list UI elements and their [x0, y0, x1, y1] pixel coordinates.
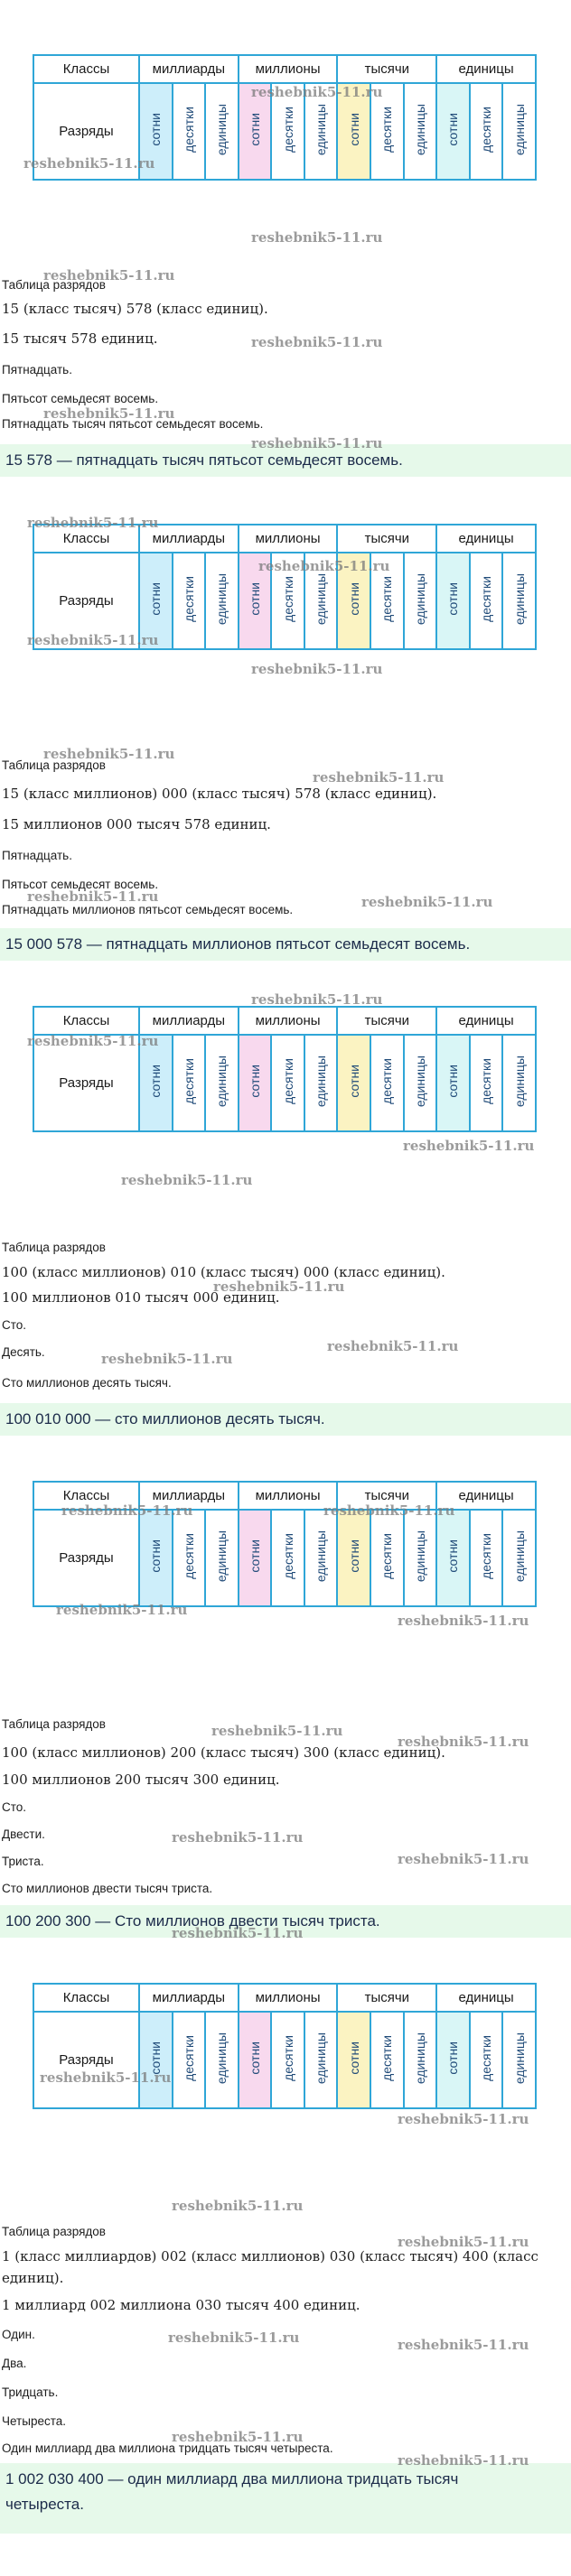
- rank-units: единицы: [511, 103, 527, 156]
- watermark: reshebnik5-11.ru: [398, 2234, 529, 2250]
- rank-units: единицы: [511, 1530, 527, 1583]
- rank-tens: десятки: [479, 576, 494, 622]
- rank-hundreds: сотни: [248, 113, 263, 146]
- watermark: reshebnik5-11.ru: [27, 888, 159, 905]
- text-line: 100 миллионов 010 тысяч 000 единиц.: [2, 1289, 280, 1306]
- watermark: reshebnik5-11.ru: [398, 1851, 529, 1867]
- rank-hundreds: сотни: [346, 113, 361, 146]
- class-millions: миллионы: [239, 55, 338, 83]
- text-line: Таблица разрядов: [2, 758, 106, 772]
- class-thousands: тысячи: [337, 525, 436, 553]
- text-line: Пятьсот семьдесят восемь.: [2, 878, 159, 891]
- watermark: reshebnik5-11.ru: [361, 894, 493, 910]
- watermark: reshebnik5-11.ru: [27, 632, 159, 648]
- watermark: reshebnik5-11.ru: [43, 746, 175, 762]
- watermark: reshebnik5-11.ru: [398, 1734, 529, 1750]
- rank-units: единицы: [214, 1530, 229, 1583]
- text-line: 15 миллионов 000 тысяч 578 единиц.: [2, 816, 271, 832]
- rank-tens: десятки: [280, 107, 295, 153]
- text-line: Пятнадцать тысяч пятьсот семьдесят восемь.: [2, 417, 264, 431]
- watermark: reshebnik5-11.ru: [313, 769, 445, 786]
- rank-hundreds: сотни: [445, 2041, 461, 2075]
- text-line: Таблица разрядов: [2, 1241, 106, 1254]
- rank-hundreds: сотни: [248, 582, 263, 616]
- class-millions: миллионы: [239, 1984, 338, 2012]
- class-billions: миллиарды: [139, 1984, 239, 2012]
- ranks-label: Разряды: [33, 553, 139, 649]
- rank-hundreds: сотни: [346, 1065, 361, 1098]
- classes-label: Классы: [33, 525, 139, 553]
- text-line: 1 миллиард 002 миллиона 030 тысяч 400 единиц.: [2, 2297, 360, 2313]
- rank-hundreds: сотни: [148, 2041, 164, 2075]
- text-line: 100 миллионов 200 тысяч 300 единиц.: [2, 1772, 280, 1788]
- rank-tens: десятки: [280, 1533, 295, 1579]
- rank-tens: десятки: [479, 1533, 494, 1579]
- class-units: единицы: [436, 1482, 536, 1510]
- text-line: единиц).: [2, 2270, 64, 2286]
- classes-label: Классы: [33, 1007, 139, 1035]
- watermark: reshebnik5-11.ru: [251, 334, 383, 350]
- answer-line: четыреста.: [5, 2496, 84, 2513]
- class-billions: миллиарды: [139, 525, 239, 553]
- watermark: reshebnik5-11.ru: [327, 1338, 459, 1354]
- watermark: reshebnik5-11.ru: [101, 1351, 233, 1367]
- rank-units: единицы: [412, 1055, 427, 1108]
- place-value-table: [33, 524, 537, 650]
- rank-tens: десятки: [379, 2035, 395, 2081]
- rank-tens: десятки: [479, 2035, 494, 2081]
- watermark: reshebnik5-11.ru: [172, 1925, 304, 1941]
- text-line: Пятнадцать.: [2, 363, 72, 377]
- text-line: Сто.: [2, 1800, 27, 1814]
- rank-hundreds: сотни: [346, 582, 361, 616]
- rank-units: единицы: [314, 1055, 329, 1108]
- class-billions: миллиарды: [139, 1007, 239, 1035]
- text-line: Десять.: [2, 1345, 45, 1359]
- text-line: 15 (класс тысяч) 578 (класс единиц).: [2, 301, 268, 317]
- ranks-label: Разряды: [33, 1510, 139, 1606]
- rank-hundreds: сотни: [445, 113, 461, 146]
- answer-box: 15 000 578 — пятнадцать миллионов пятьсот семьдесят восемь.: [0, 928, 571, 961]
- watermark: reshebnik5-11.ru: [43, 405, 175, 422]
- text-line: Четыреста.: [2, 2414, 67, 2428]
- rank-units: единицы: [314, 103, 329, 156]
- watermark: reshebnik5-11.ru: [168, 2330, 300, 2346]
- rank-units: единицы: [412, 2032, 427, 2085]
- answer-box: [0, 2463, 571, 2534]
- text-line: Сто миллионов десять тысяч.: [2, 1376, 172, 1390]
- rank-units: единицы: [314, 1530, 329, 1583]
- text-line: 15 тысяч 578 единиц.: [2, 330, 158, 347]
- rank-hundreds: сотни: [148, 1539, 164, 1573]
- watermark: reshebnik5-11.ru: [121, 1172, 253, 1188]
- rank-tens: десятки: [479, 107, 494, 153]
- watermark: reshebnik5-11.ru: [398, 1613, 529, 1629]
- rank-units: единицы: [314, 572, 329, 626]
- rank-units: единицы: [412, 103, 427, 156]
- rank-hundreds: сотни: [445, 582, 461, 616]
- text-line: Два.: [2, 2357, 27, 2370]
- rank-units: единицы: [511, 2032, 527, 2085]
- text-line: 100 (класс миллионов) 200 (класс тысяч) 300 (класс единиц).: [2, 1744, 445, 1761]
- text-line: Таблица разрядов: [2, 2225, 106, 2238]
- text-line: Пятнадцать миллионов пятьсот семьдесят восемь.: [2, 903, 294, 916]
- rank-tens: десятки: [280, 576, 295, 622]
- rank-tens: десятки: [181, 576, 196, 622]
- text-line: Двести.: [2, 1827, 45, 1841]
- rank-units: единицы: [214, 103, 229, 156]
- rank-units: единицы: [412, 572, 427, 626]
- rank-hundreds: сотни: [148, 582, 164, 616]
- rank-units: единицы: [314, 2032, 329, 2085]
- class-thousands: тысячи: [337, 1482, 436, 1510]
- class-billions: миллиарды: [139, 55, 239, 83]
- classes-label: Классы: [33, 1984, 139, 2012]
- watermark: reshebnik5-11.ru: [23, 155, 155, 172]
- rank-hundreds: сотни: [248, 2041, 263, 2075]
- answer-box: 100 200 300 — Сто миллионов двести тысяч триста.: [0, 1905, 571, 1938]
- text-line: Триста.: [2, 1855, 44, 1868]
- watermark: reshebnik5-11.ru: [251, 661, 383, 677]
- class-thousands: тысячи: [337, 55, 436, 83]
- rank-units: единицы: [412, 1530, 427, 1583]
- class-thousands: тысячи: [337, 1984, 436, 2012]
- classes-label: Классы: [33, 1482, 139, 1510]
- watermark: reshebnik5-11.ru: [172, 2429, 304, 2445]
- watermark: reshebnik5-11.ru: [403, 1138, 535, 1154]
- watermark: reshebnik5-11.ru: [40, 2069, 172, 2086]
- place-value-table: [33, 1481, 537, 1607]
- rank-tens: десятки: [181, 107, 196, 153]
- text-line: Один.: [2, 2328, 35, 2341]
- rank-tens: десятки: [181, 2035, 196, 2081]
- rank-tens: десятки: [280, 2035, 295, 2081]
- rank-hundreds: сотни: [346, 1539, 361, 1573]
- watermark: reshebnik5-11.ru: [211, 1723, 343, 1739]
- watermark: reshebnik5-11.ru: [323, 1502, 455, 1519]
- text-line: Пятьсот семьдесят восемь.: [2, 392, 159, 405]
- rank-units: единицы: [214, 2032, 229, 2085]
- text-line: Тридцать.: [2, 2385, 59, 2399]
- rank-units: единицы: [511, 572, 527, 626]
- rank-tens: десятки: [479, 1058, 494, 1104]
- rank-hundreds: сотни: [148, 113, 164, 146]
- watermark: reshebnik5-11.ru: [251, 435, 383, 451]
- rank-hundreds: сотни: [148, 1065, 164, 1098]
- place-value-table: [33, 1006, 537, 1132]
- watermark: reshebnik5-11.ru: [251, 991, 383, 1008]
- rank-units: единицы: [511, 1055, 527, 1108]
- watermark: reshebnik5-11.ru: [172, 2198, 304, 2214]
- class-millions: миллионы: [239, 1007, 338, 1035]
- rank-tens: десятки: [379, 1533, 395, 1579]
- rank-tens: десятки: [280, 1058, 295, 1104]
- rank-hundreds: сотни: [248, 1065, 263, 1098]
- watermark: reshebnik5-11.ru: [398, 2452, 529, 2469]
- ranks-label: Разряды: [33, 1035, 139, 1131]
- rank-hundreds: сотни: [346, 2041, 361, 2075]
- watermark: reshebnik5-11.ru: [213, 1279, 345, 1295]
- text-line: Таблица разрядов: [2, 1717, 106, 1731]
- watermark: reshebnik5-11.ru: [56, 1602, 188, 1618]
- class-millions: миллионы: [239, 525, 338, 553]
- watermark: reshebnik5-11.ru: [398, 2111, 529, 2127]
- answer-box: 100 010 000 — сто миллионов десять тысяч.: [0, 1403, 571, 1436]
- text-line: Сто миллионов двести тысяч триста.: [2, 1882, 213, 1895]
- text-line: 1 (класс миллиардов) 002 (класс миллионов) 030 (класс тысяч) 400 (класс: [2, 2248, 538, 2264]
- class-units: единицы: [436, 55, 536, 83]
- text-line: Сто.: [2, 1318, 27, 1332]
- ranks-label: Разряды: [33, 83, 139, 180]
- rank-hundreds: сотни: [248, 1539, 263, 1573]
- rank-tens: десятки: [181, 1533, 196, 1579]
- place-value-table: [33, 1983, 537, 2109]
- rank-units: единицы: [214, 1055, 229, 1108]
- rank-tens: десятки: [379, 107, 395, 153]
- rank-tens: десятки: [181, 1058, 196, 1104]
- rank-tens: десятки: [379, 576, 395, 622]
- watermark: reshebnik5-11.ru: [27, 515, 159, 531]
- watermark: reshebnik5-11.ru: [258, 558, 390, 574]
- class-units: единицы: [436, 1007, 536, 1035]
- watermark: reshebnik5-11.ru: [27, 1033, 159, 1049]
- watermark: reshebnik5-11.ru: [43, 267, 175, 284]
- class-millions: миллионы: [239, 1482, 338, 1510]
- text-line: 100 (класс миллионов) 010 (класс тысяч) 000 (класс единиц).: [2, 1264, 445, 1280]
- rank-hundreds: сотни: [445, 1539, 461, 1573]
- text-line: Таблица разрядов: [2, 278, 106, 292]
- text-line: Пятнадцать.: [2, 849, 72, 862]
- watermark: reshebnik5-11.ru: [172, 1829, 304, 1846]
- ranks-label: Разряды: [33, 2012, 139, 2108]
- class-billions: миллиарды: [139, 1482, 239, 1510]
- watermark: reshebnik5-11.ru: [61, 1502, 193, 1519]
- watermark: reshebnik5-11.ru: [398, 2337, 529, 2353]
- class-units: единицы: [436, 525, 536, 553]
- text-line: 15 (класс миллионов) 000 (класс тысяч) 578 (класс единиц).: [2, 786, 437, 802]
- watermark: reshebnik5-11.ru: [251, 229, 383, 246]
- classes-label: Классы: [33, 55, 139, 83]
- rank-units: единицы: [214, 572, 229, 626]
- answer-box: 15 578 — пятнадцать тысяч пятьсот семьдесят восемь.: [0, 444, 571, 477]
- rank-hundreds: сотни: [445, 1065, 461, 1098]
- answer-line: 1 002 030 400 — один миллиард два миллиона тридцать тысяч: [5, 2470, 459, 2488]
- rank-tens: десятки: [379, 1058, 395, 1104]
- class-units: единицы: [436, 1984, 536, 2012]
- watermark: reshebnik5-11.ru: [251, 84, 383, 100]
- class-thousands: тысячи: [337, 1007, 436, 1035]
- text-line: Один миллиард два миллиона тридцать тысяч четыреста.: [2, 2441, 333, 2455]
